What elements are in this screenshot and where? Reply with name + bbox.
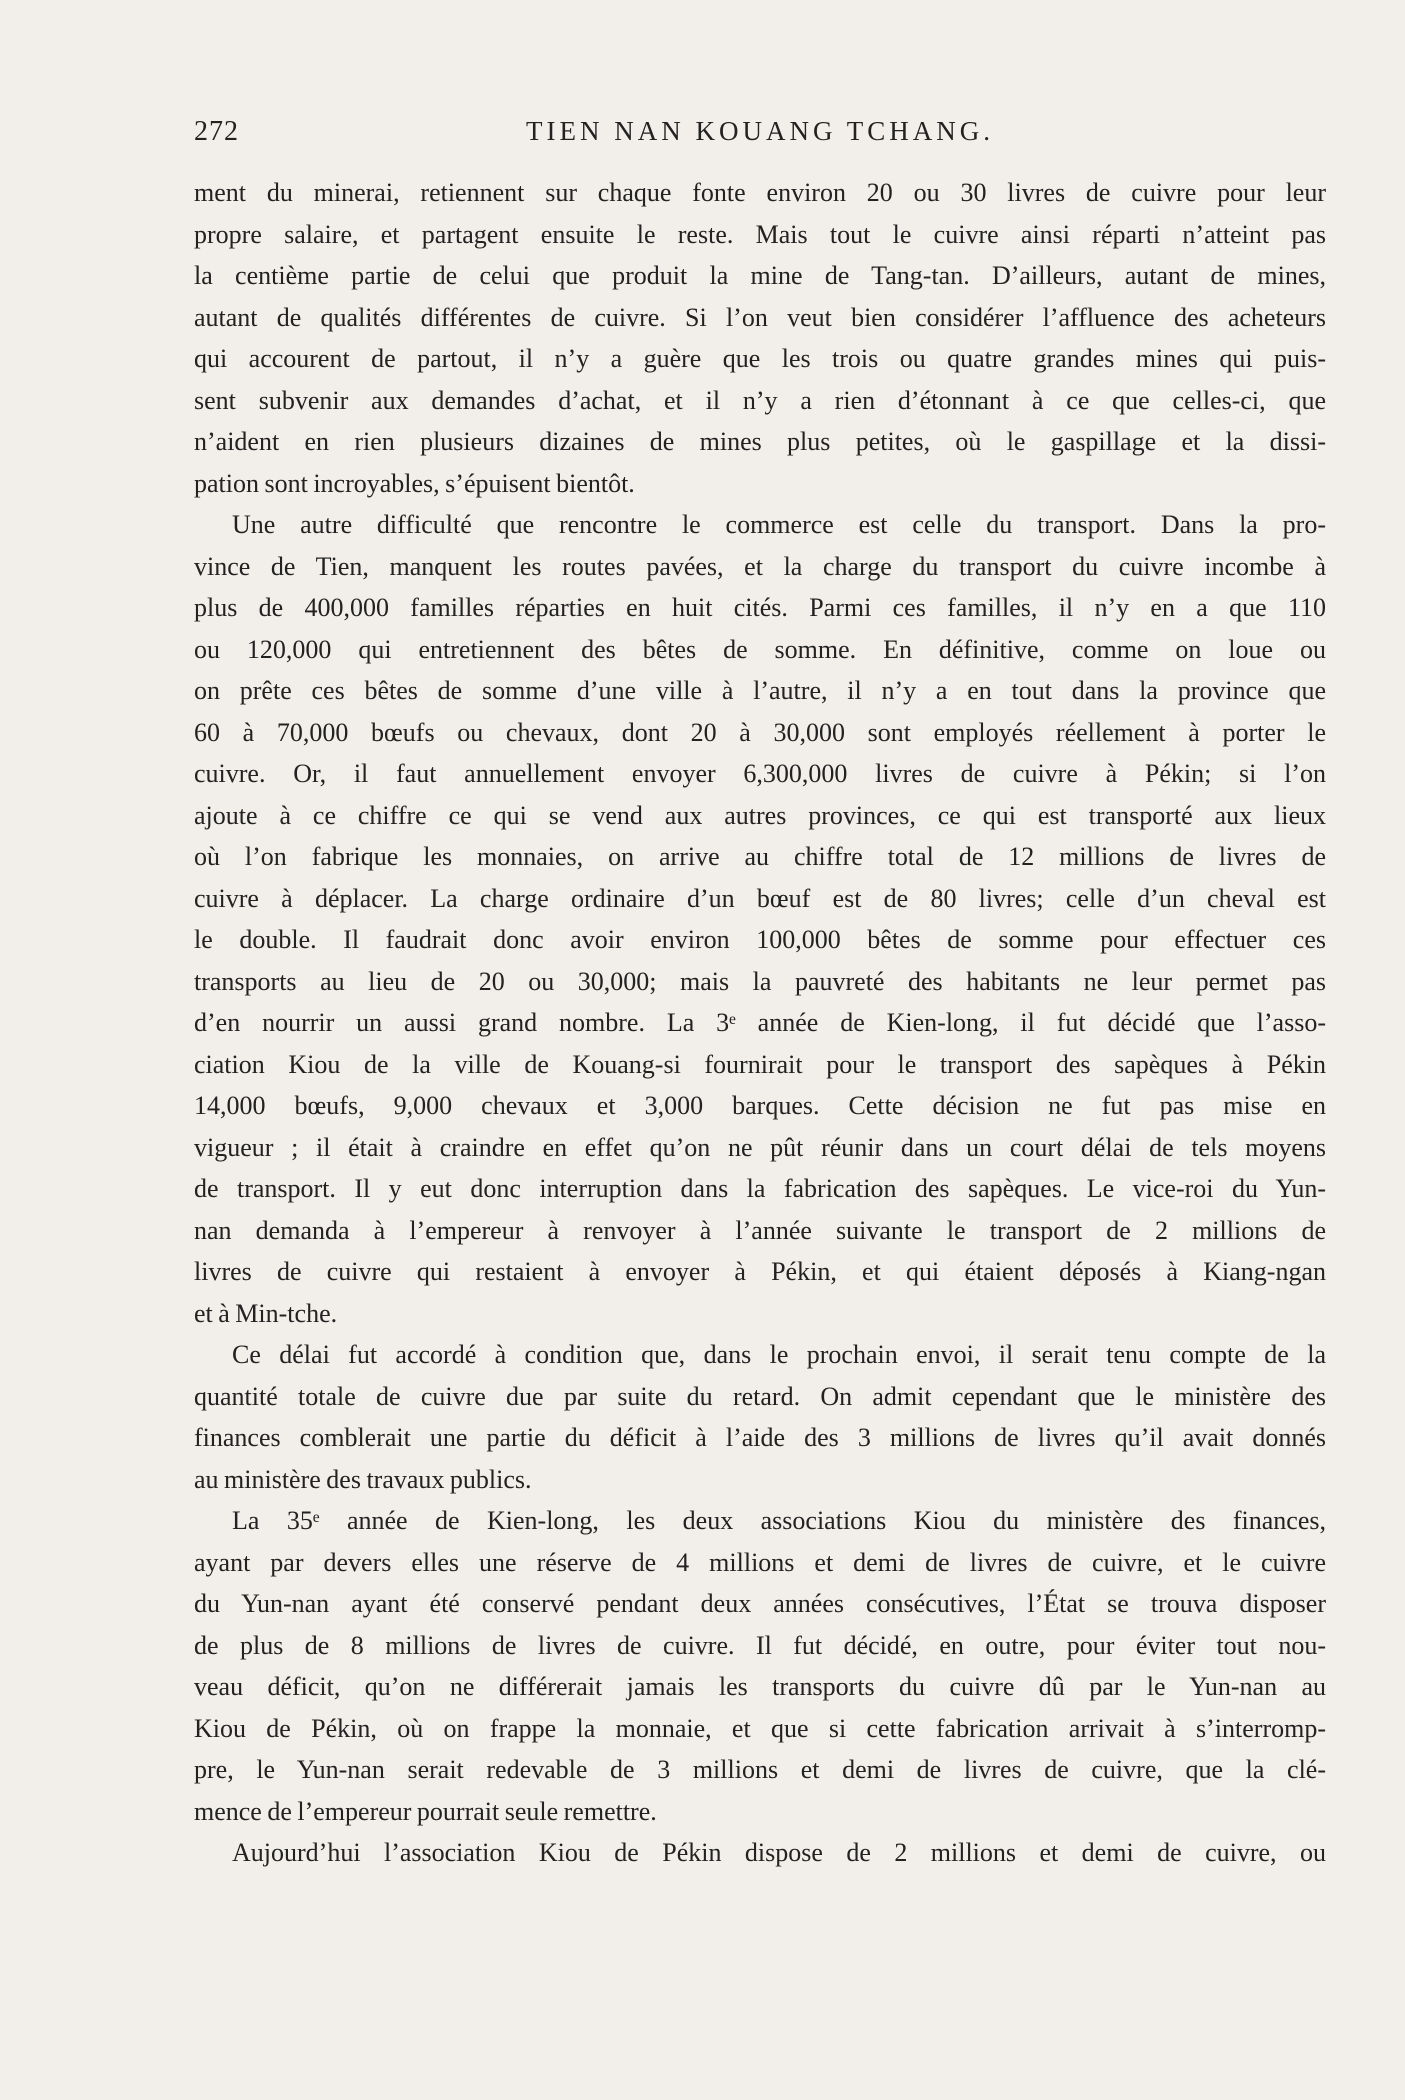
text-line: pre, le Yun-nan serait redevable de 3 millions et demi de livres de cuivre, que la clé- xyxy=(194,1755,1326,1784)
page-number: 272 xyxy=(194,116,239,147)
text-line: ciation Kiou de la ville de Kouang-si fournirait pour le transport des sapèques à Pékin xyxy=(194,1049,1326,1079)
text-line: nan demanda à l’empereur à renvoyer à l’année suivante le transport de 2 millions de xyxy=(194,1215,1326,1245)
text-line: transports au lieu de 20 ou 30,000; mais la pauvreté des habitants ne leur permet pas xyxy=(194,966,1326,996)
text-line: plus de 400,000 familles réparties en huit cités. Parmi ces familles, il n’y en a que 110 xyxy=(194,593,1326,622)
text-line: 14,000 bœufs, 9,000 chevaux et 3,000 barques. Cette décision ne fut pas mise en xyxy=(194,1091,1326,1120)
text-line: La 35ᵉ année de Kien-long, les deux associations Kiou du ministère des finances, xyxy=(232,1506,1326,1535)
text-line: la centième partie de celui que produit la mine de Tang-tan. D’ailleurs, autant de mines, xyxy=(194,261,1326,290)
text-line: au ministère des travaux publics. xyxy=(194,1464,532,1494)
text-line: Ce délai fut accordé à condition que, dans le prochain envoi, il serait tenu compte de la xyxy=(232,1340,1326,1369)
text-line: d’en nourrir un aussi grand nombre. La 3ᵉ année de Kien-long, il fut décidé que l’asso- xyxy=(194,1008,1326,1037)
text-line: n’aident en rien plusieurs dizaines de mines plus petites, où le gaspillage et la dissi- xyxy=(194,427,1326,456)
text-line: ajoute à ce chiffre ce qui se vend aux autres provinces, ce qui est transporté aux lieux xyxy=(194,800,1326,830)
text-line: cuivre à déplacer. La charge ordinaire d’un bœuf est de 80 livres; celle d’un cheval est xyxy=(194,883,1326,913)
text-line: quantité totale de cuivre due par suite du retard. On admit cependant que le ministère des xyxy=(194,1381,1326,1411)
paragraph xyxy=(194,172,1326,504)
text-line: propre salaire, et partagent ensuite le reste. Mais tout le cuivre ainsi réparti n’atteint pas xyxy=(194,219,1326,249)
running-title: TIEN NAN KOUANG TCHANG. xyxy=(526,116,994,146)
running-header xyxy=(194,116,1326,156)
text-line: autant de qualités différentes de cuivre. Si l’on veut bien considérer l’affluence des acheteurs xyxy=(194,302,1326,332)
page-body xyxy=(194,172,1326,1874)
text-line: ou 120,000 qui entretiennent des bêtes de somme. En définitive, comme on loue ou xyxy=(194,634,1326,664)
text-line: finances comblerait une partie du déficit à l’aide des 3 millions de livres qu’il avait donnés xyxy=(194,1423,1326,1452)
text-line: veau déficit, qu’on ne différerait jamais les transports du cuivre dû par le Yun-nan au xyxy=(194,1672,1326,1701)
text-line: du Yun-nan ayant été conservé pendant deux années consécutives, l’État se trouva disposer xyxy=(194,1589,1326,1618)
text-line: ment du minerai, retiennent sur chaque fonte environ 20 ou 30 livres de cuivre pour leur xyxy=(194,178,1326,207)
text-line: et à Min-tche. xyxy=(194,1298,338,1328)
text-line: pation sont incroyables, s’épuisent bientôt. xyxy=(194,468,635,498)
text-line: sent subvenir aux demandes d’achat, et il n’y a rien d’étonnant à ce que celles-ci, que xyxy=(194,385,1326,415)
paragraph xyxy=(194,1832,1326,1874)
text-line: qui accourent de partout, il n’y a guère que les trois ou quatre grandes mines qui puis- xyxy=(194,344,1326,373)
text-line: Une autre difficulté que rencontre le commerce est celle du transport. Dans la pro- xyxy=(232,510,1326,539)
paragraph xyxy=(194,1334,1326,1500)
text-line: mence de l’empereur pourrait seule remettre. xyxy=(194,1796,657,1826)
text-line: cuivre. Or, il faut annuellement envoyer 6,300,000 livres de cuivre à Pékin; si l’on xyxy=(194,759,1326,788)
text-line: livres de cuivre qui restaient à envoyer à Pékin, et qui étaient déposés à Kiang-ngan xyxy=(194,1257,1326,1286)
text-line: de transport. Il y eut donc interruption dans la fabrication des sapèques. Le vice-roi du Yun- xyxy=(194,1174,1326,1203)
text-line: vigueur ; il était à craindre en effet qu’on ne pût réunir dans un court délai de tels moyens xyxy=(194,1132,1326,1162)
paragraph xyxy=(194,504,1326,1334)
text-line: ayant par devers elles une réserve de 4 millions et demi de livres de cuivre, et le cuivre xyxy=(194,1547,1326,1577)
text-line: 60 à 70,000 bœufs ou chevaux, dont 20 à 30,000 sont employés réellement à porter le xyxy=(194,717,1326,747)
text-line: le double. Il faudrait donc avoir environ 100,000 bêtes de somme pour effectuer ces xyxy=(194,925,1326,954)
text-line: vince de Tien, manquent les routes pavées, et la charge du transport du cuivre incombe à xyxy=(194,551,1326,581)
text-line: de plus de 8 millions de livres de cuivre. Il fut décidé, en outre, pour éviter tout nou- xyxy=(194,1630,1326,1660)
text-line: on prête ces bêtes de somme d’une ville à l’autre, il n’y a en tout dans la province que xyxy=(194,676,1326,705)
text-line: Kiou de Pékin, où on frappe la monnaie, et que si cette fabrication arrivait à s’interromp- xyxy=(194,1713,1326,1743)
text-line: où l’on fabrique les monnaies, on arrive au chiffre total de 12 millions de livres de xyxy=(194,842,1326,871)
text-line: Aujourd’hui l’association Kiou de Pékin dispose de 2 millions et demi de cuivre, ou xyxy=(232,1838,1326,1867)
paragraph xyxy=(194,1500,1326,1832)
